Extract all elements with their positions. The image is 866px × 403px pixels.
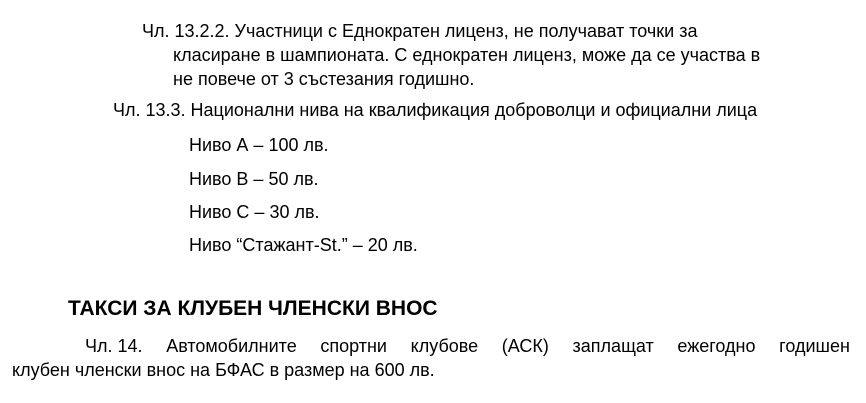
article-14-word: клубове — [410, 336, 479, 356]
level-trainee-fee: Ниво “Стажант-St.” – 20 лв. — [189, 235, 418, 255]
level-b-fee: Ниво В – 50 лв. — [189, 169, 319, 189]
article-14-line-1 — [12, 334, 850, 358]
article-14-word: Чл. 14. — [85, 336, 143, 356]
article-14-word: годишен — [779, 336, 850, 356]
article-14-line-2: клубен членски внос на БФАС в размер на 600 лв. — [12, 360, 435, 380]
article-14-word: Автомобилните — [166, 336, 297, 356]
article-13-2-2-line-3: не повече от 3 състезания годишно. — [173, 69, 475, 89]
section-heading: ТАКСИ ЗА КЛУБЕН ЧЛЕНСКИ ВНОС — [68, 297, 438, 320]
article-13-2-2-line-2: класиране в шампионата. С еднократен лиценз, може да се участва в — [173, 45, 761, 65]
article-14-word: заплащат — [572, 336, 654, 356]
article-13-3: Чл. 13.3. Национални нива на квалификация доброволци и официални лица — [113, 100, 758, 120]
article-14 — [12, 334, 850, 382]
article-14-word: (АСК) — [501, 336, 549, 356]
article-13-2-2-line-1: Чл. 13.2.2. Участници с Еднократен лиценз, не получават точки за — [142, 21, 698, 41]
level-a-fee: Ниво А – 100 лв. — [189, 135, 329, 155]
level-c-fee: Ниво С – 30 лв. — [189, 202, 320, 222]
article-14-word: спортни — [320, 336, 387, 356]
article-14-word: ежегодно — [677, 336, 756, 356]
